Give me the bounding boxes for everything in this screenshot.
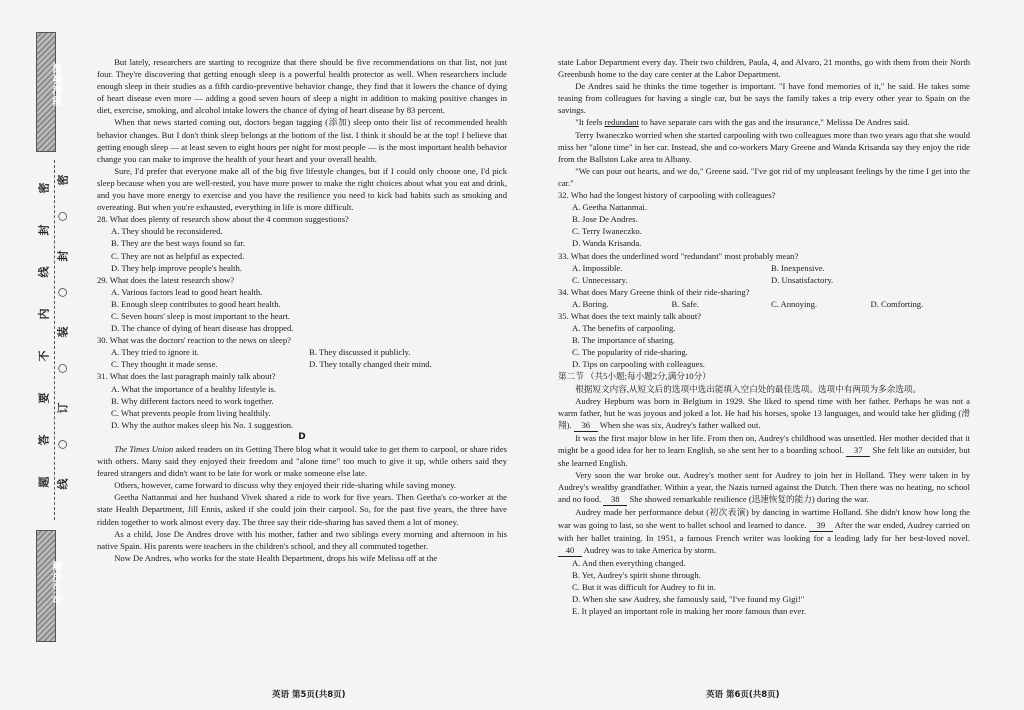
- option: D. They totally changed their mind.: [309, 359, 432, 370]
- option: D. Tips on carpooling with colleagues.: [572, 359, 705, 370]
- option: A. Impossible.: [572, 262, 623, 273]
- underlined-word: redundant: [604, 117, 639, 128]
- seal-character: 题: [37, 476, 51, 488]
- paragraph: De Andres said he thinks the time together is important. "I have fond memories of it," he said. He takes some teasing from colleagues for having a single car, but he says the family takes a trip every other year to Spain on the savings.: [558, 81, 970, 116]
- banner-bottom: [36, 530, 61, 642]
- paragraph: [558, 116, 970, 128]
- paragraph-text: Audrey was to take America by storm.: [582, 544, 717, 555]
- option: D. Unsatisfactory.: [771, 274, 834, 285]
- blank-38: 38: [603, 493, 627, 506]
- question-29: 29. What does the latest research show?: [97, 274, 235, 285]
- question-33: 33. What does the underlined word "redundant" most probably mean?: [558, 250, 799, 261]
- paragraph-text: Very soon the war broke out. Audrey's mother sent for Audrey to join her in Holland. They were taken in by Audrey's wealthy grandfather. Within a year, the Nazis turned against the Dutch. Then there was no heating, no school and no food.: [558, 470, 970, 505]
- question-35: 35. What does the text mainly talk about?: [558, 310, 702, 321]
- paragraph-text: It was the first major blow in her life. From then on, Audrey's childhood was unsettled. Her mother decided that it might be a good idea for her to learn English, so she sent her to a boarding school.: [558, 432, 970, 455]
- option: B. Jose De Andres.: [572, 214, 638, 225]
- paragraph: Sure, I'd prefer that everyone make all of the big five lifestyle changes, but if I could only choose one, I'd pick sleep because when you are well-rested, you have more power to make the right choices about what you eat and drink, and you have more energy to exercise and you have the resilience you need to kick bad habits such as smoking and overeating. But when you're exhausted, everything in life is more difficult.: [97, 165, 507, 213]
- seal-circle: ○: [55, 211, 69, 222]
- seal-character: 不: [37, 350, 51, 362]
- paragraph-text: asked readers on its Getting There blog what it would take to get them to carpool, or share rides with others. Many said they enjoyed their freedom and "alone time" too much to give it up, while others said they feared strangers and didn't want to be late for work or make someone else late.: [97, 444, 507, 479]
- paragraph-text: After the war ended, Audrey carried on with her ballet training. In 1951, a famous French writer was looking for a leading lady for her best-loved novel.: [558, 519, 970, 543]
- paragraph: When that news started coming out, doctors began tagging (添加) sleep onto their list of recommended health behavior changes. But I don't think sleep belongs at the bottom of the list. I think it should be at the top! I believe that getting enough sleep — at least seven to eight hours per night for most people — is the most important health behavior change you can make to improve the health of your heart and your overall health.: [97, 117, 507, 164]
- option-row: [558, 274, 970, 286]
- option: D. The chance of dying of heart disease has dropped.: [111, 323, 294, 334]
- paragraph-text: Audrey made her performance debut (初次表演) by dancing in wartime Holland. She didn't know how long the war was going to last, so she went to ballet school and learned to dance.: [558, 507, 970, 530]
- seal-character: 答: [37, 434, 51, 446]
- option: B. Yet, Audrey's spirit shone through.: [572, 569, 701, 580]
- option: B. Enough sleep contributes to good heart health.: [111, 298, 281, 309]
- seal-character: 订: [56, 402, 70, 414]
- seal-character: 线: [37, 266, 51, 278]
- option-row: [97, 346, 507, 358]
- question-34: 34. What does Mary Greene think of their ride-sharing?: [558, 286, 750, 297]
- seal-circle: ○: [55, 439, 69, 450]
- option: B. They are the best ways found so far.: [111, 238, 245, 249]
- option: B. The importance of sharing.: [572, 335, 675, 346]
- paragraph-text: She felt like an outsider, but she learned English.: [558, 445, 971, 469]
- question-30: 30. What was the doctors' reaction to the news on sleep?: [97, 335, 291, 346]
- option: A. They should be reconsidered.: [111, 226, 223, 237]
- seal-character: 线: [56, 478, 70, 490]
- seal-character: 装: [56, 326, 70, 338]
- seal-character: 要: [37, 392, 51, 404]
- option: A. What the importance of a healthy lifestyle is.: [111, 383, 276, 394]
- banner-bottom-text: 解放生命: [50, 561, 61, 605]
- paragraph: [558, 506, 970, 556]
- paragraph: state Labor Department every day. Their two children, Paula, 4, and Alvaro, 21 months, go with them from their North Greenbush home to the day care center at the Labor Department.: [558, 57, 970, 80]
- paragraph: Geetha Nattanmai and her husband Vivek shared a ride to work for five years. Then Geetha's co-worker at the state Health Department, Jill Ennis, asked if she could join their carpool. So, for the past five years, the three have ridden together to work almost every day. The three say their ride-sharing has saved them a lot of money.: [97, 492, 507, 527]
- blank-40: 40: [558, 544, 582, 557]
- blank-39: 39: [809, 519, 833, 532]
- option: A. They tried to ignore it.: [111, 347, 199, 358]
- paragraph: [97, 443, 507, 479]
- option: C. Seven hours' sleep is most important to the heart.: [111, 310, 290, 321]
- option-row: [558, 298, 970, 310]
- option: C. Unnecessary.: [572, 274, 628, 285]
- banner-top: [36, 32, 61, 152]
- option: E. It played an important role in making her more famous than ever.: [572, 606, 806, 617]
- page-5-column: [97, 56, 507, 564]
- paragraph: As a child, Jose De Andres drove with his mother, father and two siblings every morning and afternoon in his native Spain. His parents were teachers in the children's school, and they all commuted together.: [97, 528, 507, 551]
- option: D. Why the author makes sleep his No. 1 suggestion.: [111, 419, 294, 430]
- banner-top-text: 激發潛能: [50, 63, 61, 107]
- option-row: [97, 358, 507, 370]
- option: C. The popularity of ride-sharing.: [572, 347, 688, 358]
- paragraph: But lately, researchers are starting to recognize that there should be five recommendations on that list, not just four. They're discovering that getting enough sleep is a powerful health protector as well. When researchers include enough sleep in their studies as a fifth cardio-preventive behavior change, they find that it lowers the chance of dying of heart disease even more — adding a good seven hours of sleep a night in addition to making positive changes in diet, exercise, smoking, and alcohol intake lowers the chance of dying of heart disease by 83 percent.: [97, 57, 507, 116]
- seal-character: 封: [37, 224, 51, 236]
- option: C. Annoying.: [771, 298, 818, 309]
- question-32: 32. Who had the longest history of carpooling with colleagues?: [558, 190, 776, 201]
- option: C. What prevents people from living healthily.: [111, 407, 271, 418]
- paragraph-text: Audrey Hepburn was born in Belgium in 1929. She liked to spend time with her father. Perhaps he was not a warm father, but he was joyous and joked a lot. He had his horses, spoke 13 languages, and would take her gliding (滑翔).: [558, 395, 970, 430]
- seal-circle: ○: [55, 363, 69, 374]
- page-footer-right: 英语 第6页(共8页): [706, 690, 780, 700]
- section-d-heading: D: [298, 431, 306, 442]
- paragraph: "We can pour out hearts, and we do," Greene said. "I've got rid of my unpleasant feelings by the time I get into the car.": [558, 165, 970, 188]
- paragraph-text: She showed remarkable resilience (迅速恢复的能力) during the war.: [627, 494, 869, 505]
- section-2-instructions: 根据短文内容,从短文后的选项中选出能填入空白处的最佳选项。选项中有两项为多余选项。: [575, 383, 922, 394]
- option: C. Terry Iwaneczko.: [572, 226, 642, 237]
- paragraph-text: When she was six, Audrey's father walked out.: [597, 419, 761, 430]
- seal-character: 内: [37, 308, 51, 320]
- paragraph: Terry Iwaneczko worried when she started carpooling with two colleagues more than two years ago that she would miss her "alone time" in her car. Instead, she and co-workers Mary Greene and Wanda Krisanda say they enjoy the ride from the Ballston Lake area to Albany.: [558, 129, 971, 164]
- option-row: [558, 262, 970, 274]
- blank-36: 36: [574, 419, 598, 432]
- section-2-heading: 第二节 （共5小题;每小题2分,满分10分）: [558, 371, 711, 382]
- page-6-column: [558, 56, 970, 617]
- option: C. But it was difficult for Audrey to fit in.: [572, 582, 716, 593]
- option: A. Boring.: [572, 298, 609, 309]
- option: A. Geetha Nattanmai.: [572, 202, 647, 213]
- seal-circle: ○: [55, 287, 69, 298]
- newspaper-name: The Times Union: [114, 444, 174, 454]
- blank-37: 37: [846, 444, 870, 457]
- option: A. And then everything changed.: [572, 557, 686, 568]
- option: B. Safe.: [671, 298, 699, 309]
- option: B. They discussed it publicly.: [309, 347, 411, 358]
- paragraph: [558, 395, 970, 432]
- option: C. They are not as helpful as expected.: [111, 250, 245, 261]
- option: D. When she saw Audrey, she famously said, "I've found my Gigi!": [572, 594, 805, 605]
- seal-character: 密: [37, 182, 51, 194]
- option: C. They thought it made sense.: [111, 359, 218, 370]
- question-31: 31. What does the last paragraph mainly talk about?: [97, 371, 276, 382]
- option: A. The benefits of carpooling.: [572, 323, 676, 334]
- paragraph-text: to have separate cars with the gas and the insurance," Melissa De Andres said.: [638, 117, 910, 128]
- seal-character: 封: [56, 250, 70, 262]
- option: B. Inexpensive.: [771, 262, 825, 273]
- option: A. Various factors lead to good heart health.: [111, 286, 263, 297]
- option: B. Why different factors need to work together.: [111, 395, 274, 406]
- page-footer-left: 英语 第5页(共8页): [272, 690, 346, 700]
- option: D. Comforting.: [870, 298, 924, 309]
- option: D. Wanda Krisanda.: [572, 238, 642, 249]
- paragraph: Others, however, came forward to discuss why they enjoyed their ride-sharing while saving money.: [114, 480, 456, 491]
- paragraph-text: "It feels: [575, 117, 605, 128]
- seal-character: 密: [56, 174, 70, 186]
- option: D. They help improve people's health.: [111, 262, 242, 273]
- paragraph: [558, 469, 970, 506]
- question-28: 28. What does plenty of research show about the 4 common suggestions?: [97, 214, 349, 225]
- paragraph: [558, 432, 970, 469]
- paragraph: Now De Andres, who works for the state Health Department, drops his wife Melissa off at the: [114, 552, 438, 563]
